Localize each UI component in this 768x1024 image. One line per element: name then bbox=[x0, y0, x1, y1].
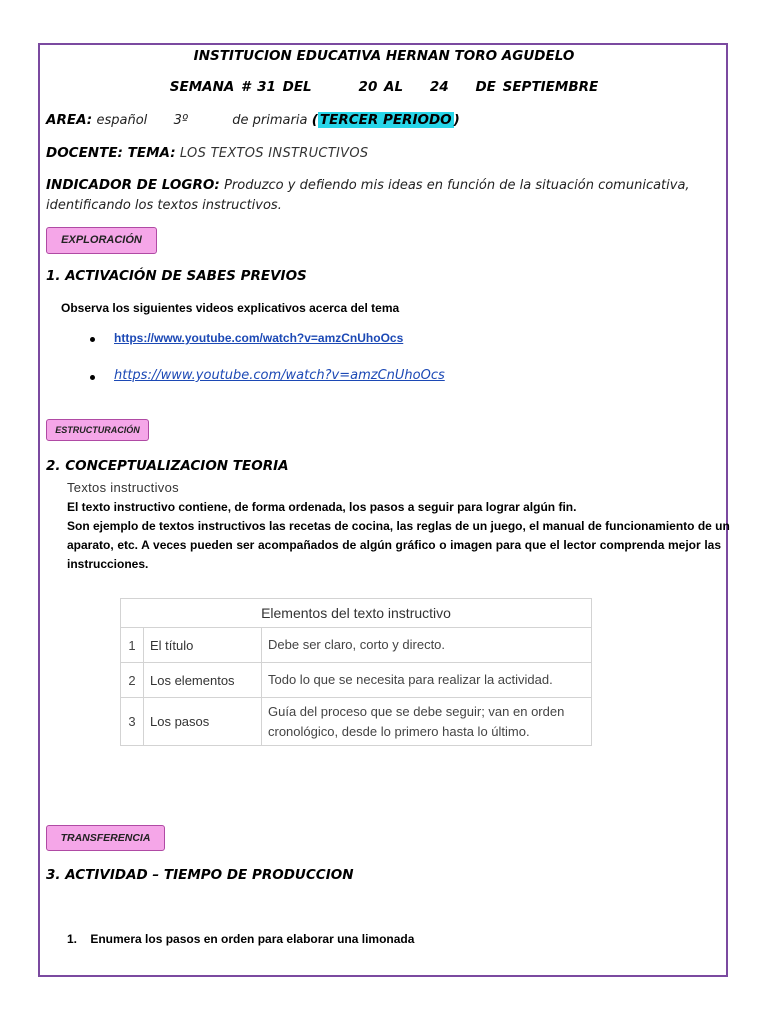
exploracion-badge: EXPLORACIÓN bbox=[46, 227, 157, 254]
table-row bbox=[121, 698, 592, 746]
week-line: SEMANA # 31 DEL 20 AL 24 DE SEPTIEMBRE bbox=[169, 79, 599, 95]
area-value: español bbox=[96, 113, 148, 128]
indicator-line bbox=[46, 177, 690, 193]
grade: 3º bbox=[173, 113, 188, 128]
grade-suffix: de primaria bbox=[232, 113, 308, 128]
table-title: Elementos del texto instructivo bbox=[121, 599, 592, 628]
section-1-intro: Observa los siguientes videos explicativos acerca del tema bbox=[61, 301, 400, 315]
row-number: 2 bbox=[121, 663, 144, 698]
elements-table bbox=[120, 598, 592, 746]
video-link-2[interactable]: https://www.youtube.com/watch?v=amzCnUhoOcs bbox=[114, 368, 445, 383]
row-number: 3 bbox=[121, 698, 144, 746]
teacher-line bbox=[46, 145, 368, 161]
section-2-title: 2. CONCEPTUALIZACION TEORIA bbox=[46, 458, 289, 474]
section-2-paragraph-2-line-1: Son ejemplo de textos instructivos las recetas de cocina, las reglas de un juego, el manual de funcionamiento de un bbox=[67, 519, 730, 533]
section-3-title: 3. ACTIVIDAD – TIEMPO DE PRODUCCION bbox=[46, 867, 354, 883]
section-1-title: 1. ACTIVACIÓN DE SABES PREVIOS bbox=[46, 268, 307, 284]
table-row bbox=[121, 663, 592, 698]
bullet-icon bbox=[90, 375, 95, 380]
section-2-subtitle: Textos instructivos bbox=[67, 480, 179, 495]
estructuracion-badge: ESTRUCTURACIÓN bbox=[46, 419, 149, 441]
row-element: El título bbox=[144, 628, 262, 663]
section-2-paragraph-1: El texto instructivo contiene, de forma ordenada, los pasos a seguir para lograr algún fin. bbox=[67, 500, 577, 514]
period-paren-open: ( bbox=[311, 112, 318, 128]
row-element: Los pasos bbox=[144, 698, 262, 746]
table-header-row bbox=[121, 599, 592, 628]
institution-title: INSTITUCION EDUCATIVA HERNAN TORO AGUDELO bbox=[193, 48, 575, 64]
section-2-paragraph-2-line-3: instrucciones. bbox=[67, 557, 149, 571]
row-description-line-2: cronológico, desde lo primero hasta lo último. bbox=[268, 723, 530, 739]
topic: LOS TEXTOS INSTRUCTIVOS bbox=[179, 146, 369, 161]
area-label: AREA: bbox=[46, 112, 93, 128]
video-link-1[interactable]: https://www.youtube.com/watch?v=amzCnUhoOcs bbox=[114, 331, 404, 345]
row-description-line-1: Guía del proceso que se debe seguir; van en orden bbox=[268, 703, 565, 719]
period-paren-close: ) bbox=[453, 112, 460, 128]
indicator-label: INDICADOR DE LOGRO: bbox=[46, 177, 220, 193]
row-description bbox=[262, 698, 592, 746]
transferencia-badge: TRANSFERENCIA bbox=[46, 825, 165, 851]
period-highlight: TERCER PERIODO bbox=[319, 112, 452, 128]
area-line bbox=[46, 112, 460, 128]
bullet-icon bbox=[90, 337, 95, 342]
teacher-label: DOCENTE: TEMA: bbox=[46, 145, 176, 161]
row-description: Todo lo que se necesita para realizar la actividad. bbox=[262, 663, 592, 698]
indicator-text-2: identificando los textos instructivos. bbox=[46, 198, 282, 213]
row-description: Debe ser claro, corto y directo. bbox=[262, 628, 592, 663]
indicator-text-1: Produzco y defiendo mis ideas en función de la situación comunicativa, bbox=[224, 178, 690, 193]
row-number: 1 bbox=[121, 628, 144, 663]
row-element: Los elementos bbox=[144, 663, 262, 698]
activity-item-1: 1. Enumera los pasos en orden para elaborar una limonada bbox=[67, 932, 415, 946]
section-2-paragraph-2-line-2: aparato, etc. A veces pueden ser acompañados de algún gráfico o imagen para que el lector comprenda mejor las bbox=[67, 538, 721, 552]
table-row bbox=[121, 628, 592, 663]
